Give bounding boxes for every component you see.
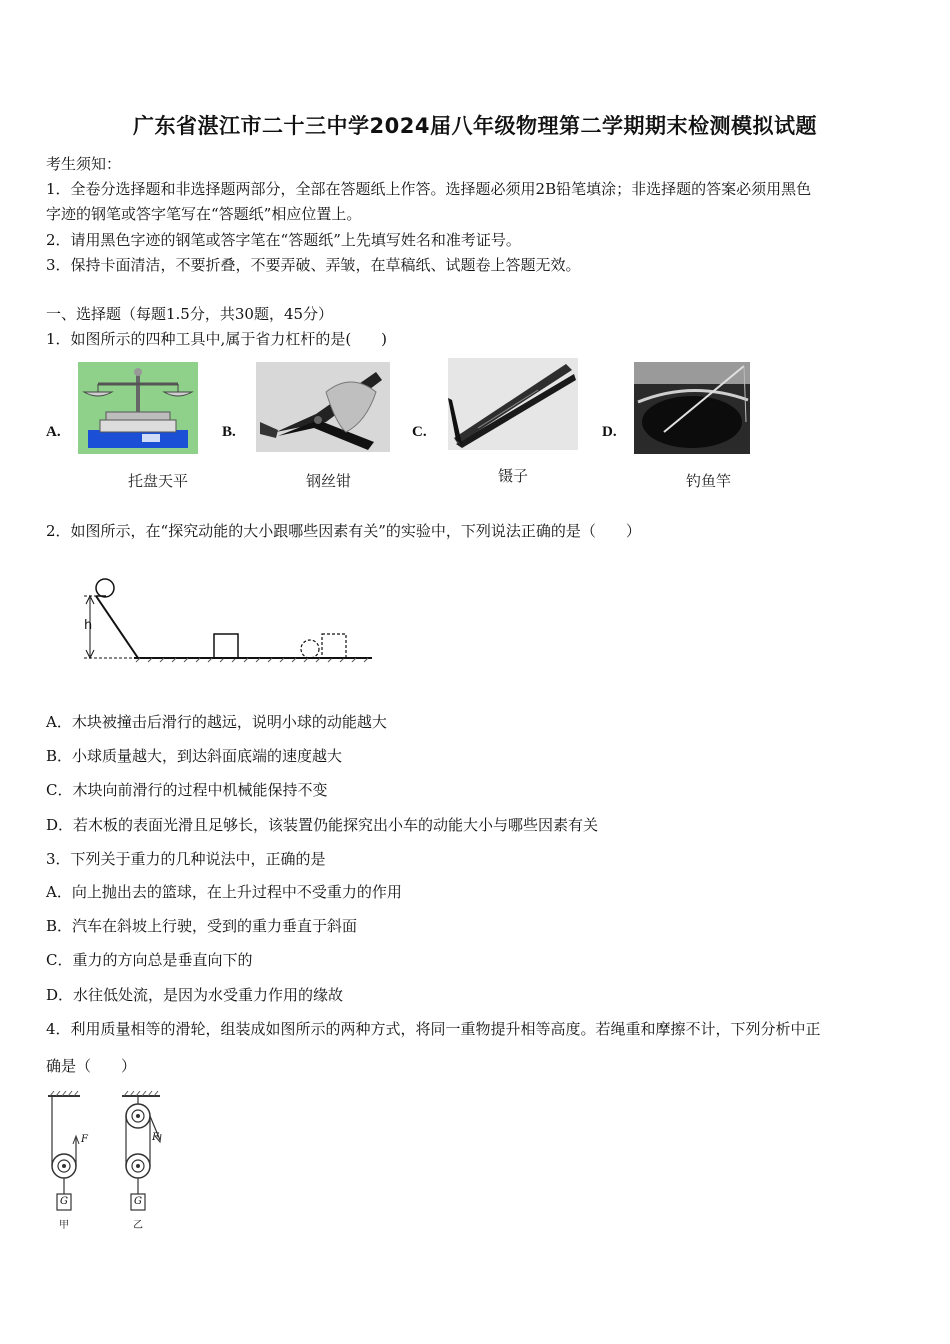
q1-option-b-letter: B. (222, 424, 236, 440)
question-2-stem: 2．如图所示，在“探究动能的大小跟哪些因素有关”的实验中，下列说法正确的是（ ） (46, 522, 641, 540)
q1-option-a-letter: A. (46, 424, 61, 440)
notice-heading: 考生须知： (46, 155, 122, 173)
right-weight-label: G (134, 1196, 142, 1207)
q3-option-d: D．水往低处流，是因为水受重力作用的缘故 (46, 986, 344, 1004)
balance-scale-icon (78, 362, 198, 454)
q2-option-a: A．木块被撞击后滑行的越远，说明小球的动能越大 (46, 713, 387, 731)
height-label: h (84, 618, 93, 633)
kinetic-energy-experiment-figure (76, 576, 376, 666)
section-heading: 一、选择题（每题1.5分，共30题，45分） (46, 305, 334, 323)
pliers-icon (256, 362, 390, 452)
q1-option-b-caption: 钢丝钳 (306, 472, 352, 490)
notice-item-3: 3．保持卡面清洁，不要折叠，不要弄破、弄皱，在草稿纸、试题卷上答题无效。 (46, 256, 581, 274)
q1-option-c-letter: C. (412, 424, 427, 440)
question-4-stem-line2: 确是（ ） (46, 1057, 137, 1075)
q1-option-c-caption: 镊子 (498, 467, 529, 485)
page-title: 广东省湛江市二十三中学2024届八年级物理第二学期期末检测模拟试题 (133, 114, 817, 138)
q1-option-d-caption: 钓鱼竿 (686, 472, 732, 490)
fishing-rod-icon (634, 362, 750, 454)
q3-option-c: C．重力的方向总是垂直向下的 (46, 951, 253, 969)
notice-item-2: 2．请用黑色字迹的钢笔或答字笔在“答题纸”上先填写姓名和准考证号。 (46, 231, 521, 249)
q2-option-b: B．小球质量越大，到达斜面底端的速度越大 (46, 747, 343, 765)
question-1-stem: 1．如图所示的四种工具中,属于省力杠杆的是( ) (46, 330, 388, 348)
q1-option-a-caption: 托盘天平 (128, 472, 189, 490)
question-3-stem: 3．下列关于重力的几种说法中，正确的是 (46, 850, 326, 868)
pulley-systems-figure (40, 1090, 180, 1235)
q3-option-a: A．向上抛出去的篮球，在上升过程中不受重力的作用 (46, 883, 402, 901)
right-system-label: 乙 (133, 1220, 143, 1231)
q2-option-d: D．若木板的表面光滑且足够长，该装置仍能探究出小车的动能大小与哪些因素有关 (46, 816, 599, 834)
right-force-label: F (152, 1132, 159, 1143)
notice-item-1: 1．全卷分选择题和非选择题两部分，全部在答题纸上作答。选择题必须用2B铅笔填涂；非选择题的答案必须用黑色 (46, 180, 812, 198)
left-system-label: 甲 (59, 1220, 69, 1231)
left-weight-label: G (60, 1196, 68, 1207)
question-4-stem-line1: 4．利用质量相等的滑轮，组装成如图所示的两种方式，将同一重物提升相等高度。若绳重和摩擦不计，下列分析中正 (46, 1020, 821, 1038)
notice-item-1-cont: 字迹的钢笔或答字笔写在“答题纸”相应位置上。 (46, 205, 362, 223)
q2-option-c: C．木块向前滑行的过程中机械能保持不变 (46, 781, 328, 799)
left-force-label: F (81, 1134, 88, 1145)
tweezers-icon (448, 358, 578, 450)
q3-option-b: B．汽车在斜坡上行驶，受到的重力垂直于斜面 (46, 917, 358, 935)
q1-option-d-letter: D. (602, 424, 617, 440)
